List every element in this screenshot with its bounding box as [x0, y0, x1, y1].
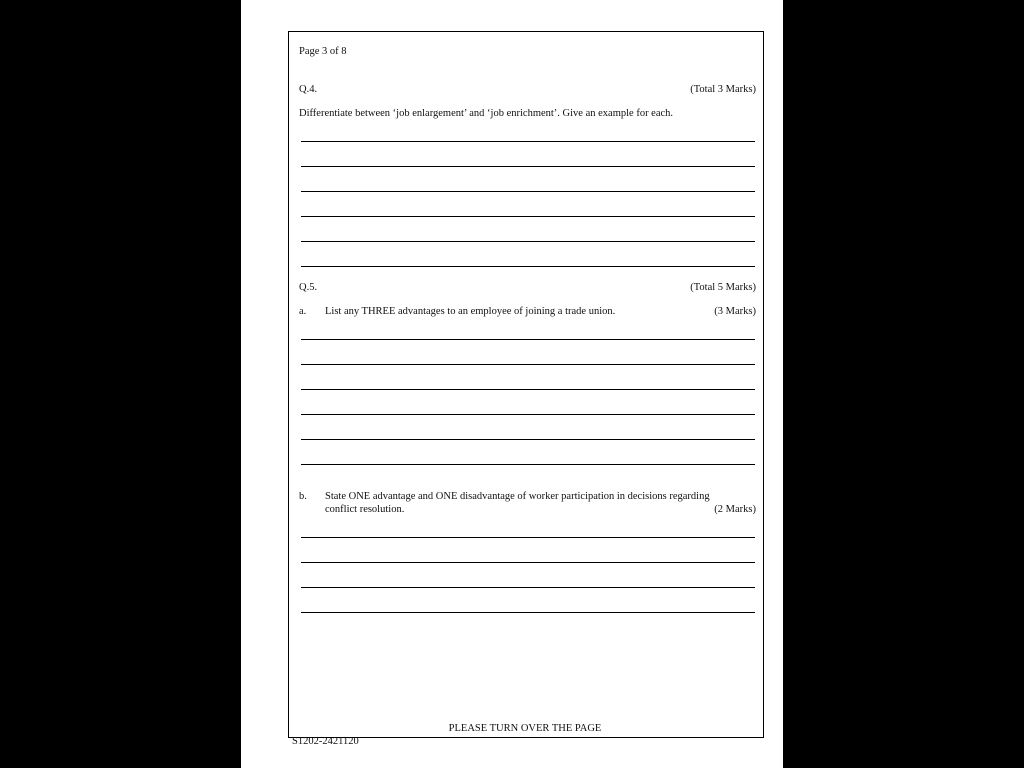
turn-over-notice: PLEASE TURN OVER THE PAGE: [448, 723, 602, 734]
answer-line: [301, 216, 755, 217]
q5-number: Q.5.: [299, 282, 318, 293]
q4-prompt: Differentiate between ‘job enlargement’ and ‘job enrichment’. Give an example for each.: [299, 108, 674, 119]
part-b-prompt-line-1: State ONE advantage and ONE disadvantage of worker participation in decisions regarding: [325, 491, 710, 502]
part-b-prompt-line-2: conflict resolution.: [325, 504, 405, 515]
answer-line: [301, 414, 755, 415]
part-a-label: a.: [299, 306, 307, 317]
answer-line: [301, 241, 755, 242]
answer-line: [301, 439, 755, 440]
answer-line: [301, 339, 755, 340]
answer-line: [301, 166, 755, 167]
q4-total-marks: (Total 3 Marks): [690, 84, 756, 95]
answer-line: [301, 141, 755, 142]
exam-page: [241, 0, 783, 768]
paper-code: S1202-2421120: [292, 736, 359, 747]
part-a-prompt: List any THREE advantages to an employee of joining a trade union.: [325, 306, 616, 317]
q4-number: Q.4.: [299, 84, 318, 95]
page-number: Page 3 of 8: [299, 46, 347, 57]
part-a-marks: (3 Marks): [714, 306, 756, 317]
answer-line: [301, 266, 755, 267]
answer-line: [301, 537, 755, 538]
q5-total-marks: (Total 5 Marks): [690, 282, 756, 293]
part-b-label: b.: [299, 491, 307, 502]
answer-line: [301, 191, 755, 192]
part-b-marks: (2 Marks): [714, 504, 756, 515]
page-border: [288, 31, 764, 738]
answer-line: [301, 587, 755, 588]
answer-line: [301, 612, 755, 613]
answer-line: [301, 562, 755, 563]
answer-line: [301, 464, 755, 465]
answer-line: [301, 389, 755, 390]
answer-line: [301, 364, 755, 365]
